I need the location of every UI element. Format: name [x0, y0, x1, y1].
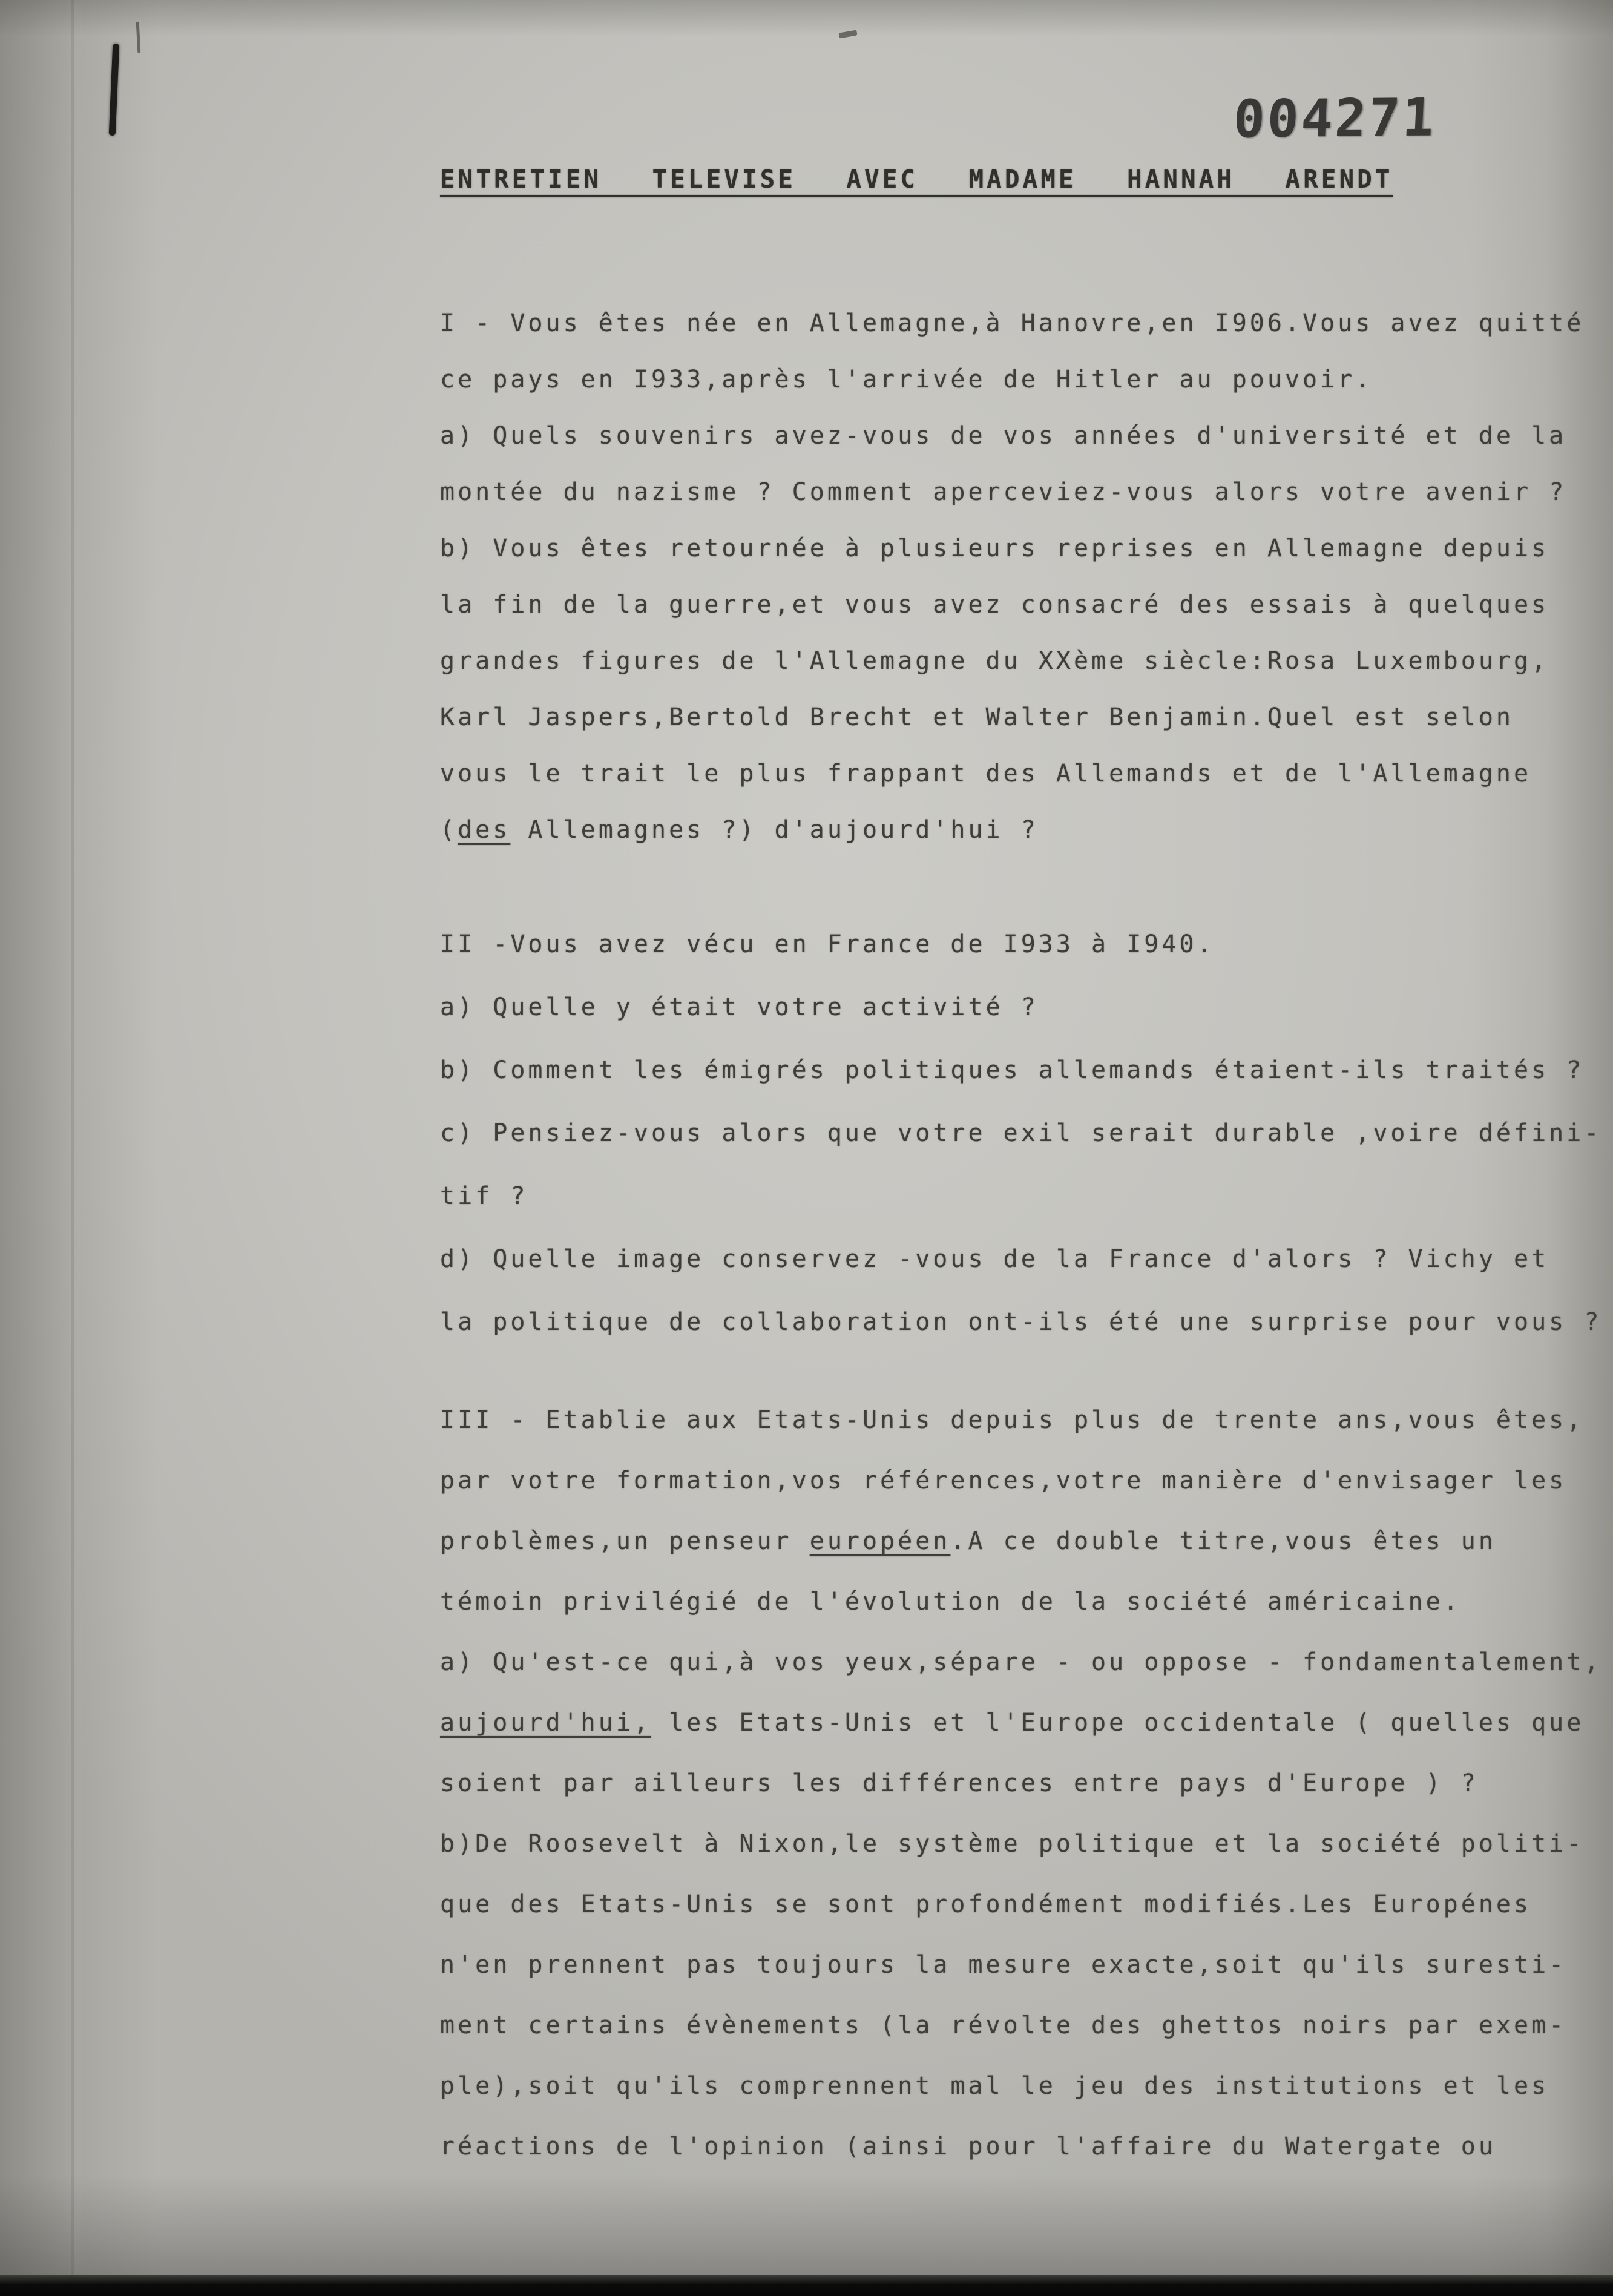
text-line: [440, 1511, 1608, 1571]
text-segment: II -Vous avez vécu en France de I933 à I940.: [440, 930, 1215, 958]
text-line: [440, 689, 1608, 746]
text-segment: Karl Jaspers,Bertold Brecht et Walter Benjamin.Quel est selon: [440, 703, 1514, 731]
text-line: [440, 1291, 1608, 1354]
text-segment: a) Quelle y était votre activité ?: [440, 993, 1039, 1021]
text-segment: d) Quelle image conservez -vous de la France d'alors ? Vichy et: [440, 1245, 1549, 1273]
text-line: [440, 1165, 1608, 1228]
text-segment: ce pays en I933,après l'arrivée de Hitler au pouvoir.: [440, 366, 1373, 393]
text-segment: .A ce double titre,vous êtes un: [950, 1527, 1496, 1555]
text-segment: la politique de collaboration ont-ils été une surprise pour vous ?: [440, 1308, 1602, 1336]
text-line: [440, 464, 1608, 521]
underlined-text: des: [458, 816, 511, 844]
text-segment: I - Vous êtes née en Allemagne,à Hanovre,en I906.Vous avez quitté: [440, 309, 1585, 337]
text-line: [440, 1039, 1608, 1102]
text-line: [440, 746, 1608, 802]
text-segment: grandes figures de l'Allemagne du XXème siècle:Rosa Luxembourg,: [440, 647, 1549, 675]
text-segment: par votre formation,vos références,votre manière d'envisager les: [440, 1467, 1567, 1495]
document-section: [440, 913, 1608, 1354]
text-segment: ple),soit qu'ils comprennent mal le jeu des institutions et les: [440, 2072, 1549, 2100]
scanner-edge-bar: [0, 2275, 1613, 2296]
text-line: [440, 976, 1608, 1039]
text-segment: n'en prennent pas toujours la mesure exacte,soit qu'ils suresti-: [440, 1951, 1567, 1979]
text-line: [440, 633, 1608, 689]
document-section: [440, 1390, 1608, 2177]
text-line: [440, 352, 1608, 408]
text-line: [440, 913, 1608, 976]
text-segment: b) Vous êtes retournée à plusieurs reprises en Allemagne depuis: [440, 535, 1549, 562]
text-line: [440, 2116, 1608, 2177]
document-section: [440, 295, 1608, 858]
text-segment: Allemagnes ?) d'aujourd'hui ?: [510, 816, 1039, 844]
text-segment: b) Comment les émigrés politiques allemands étaient-ils traités ?: [440, 1056, 1585, 1084]
text-line: [440, 1753, 1608, 1814]
text-segment: soient par ailleurs les différences entre pays d'Europe ) ?: [440, 1769, 1479, 1797]
text-segment: III - Etablie aux Etats-Unis depuis plus de trente ans,vous êtes,: [440, 1406, 1585, 1434]
text-segment: b)De Roosevelt à Nixon,le système politique et la société politi-: [440, 1830, 1585, 1858]
text-segment: ment certains évènements (la révolte des ghettos noirs par exem-: [440, 2011, 1567, 2039]
pen-mark: [109, 44, 120, 136]
text-segment: vous le trait le plus frappant des Allemands et de l'Allemagne: [440, 760, 1532, 788]
pen-mark-small: [136, 22, 141, 53]
text-segment: la fin de la guerre,et vous avez consacré des essais à quelques: [440, 591, 1549, 619]
underlined-text: européen: [809, 1527, 951, 1555]
page-number-stamp: 004271: [1232, 87, 1437, 150]
text-segment: tif ?: [440, 1182, 528, 1210]
text-line: [440, 1390, 1608, 1450]
text-line: [440, 2056, 1608, 2116]
text-line: [440, 1995, 1608, 2056]
text-line: [440, 1814, 1608, 1874]
text-line: [440, 1228, 1608, 1291]
text-segment: témoin privilégié de l'évolution de la société américaine.: [440, 1588, 1461, 1616]
document-content: [440, 165, 1608, 2177]
text-segment: montée du nazisme ? Comment aperceviez-vous alors votre avenir ?: [440, 478, 1567, 506]
text-line: [440, 1102, 1608, 1165]
text-line: [440, 1571, 1608, 1632]
underlined-text: aujourd'hui,: [440, 1709, 651, 1737]
text-line: [440, 295, 1608, 352]
text-line: [440, 408, 1608, 464]
document-body: [440, 295, 1608, 2177]
text-line: [440, 1935, 1608, 1995]
text-line: [440, 1874, 1608, 1935]
text-line: [440, 521, 1608, 577]
text-line: [440, 1692, 1608, 1753]
text-segment: les Etats-Unis et l'Europe occidentale ( quelles que: [651, 1709, 1585, 1737]
text-line: [440, 1632, 1608, 1692]
text-segment: a) Qu'est-ce qui,à vos yeux,sépare - ou oppose - fondamentalement,: [440, 1648, 1602, 1676]
document-title: ENTRETIEN TELEVISE AVEC MADAME HANNAH ARENDT: [440, 165, 1393, 194]
text-line: [440, 802, 1608, 858]
text-segment: réactions de l'opinion (ainsi pour l'affaire du Watergate ou: [440, 2133, 1496, 2160]
ink-smudge: [838, 30, 857, 38]
text-segment: a) Quels souvenirs avez-vous de vos années d'université et de la: [440, 422, 1567, 450]
text-segment: que des Etats-Unis se sont profondément modifiés.Les Europénes: [440, 1890, 1532, 1918]
text-segment: c) Pensiez-vous alors que votre exil serait durable ,voire défini-: [440, 1119, 1602, 1147]
scan-crease: [71, 0, 74, 2296]
text-segment: problèmes,un penseur: [440, 1527, 810, 1555]
text-line: [440, 1450, 1608, 1511]
text-line: [440, 577, 1608, 633]
text-segment: (: [440, 816, 458, 844]
